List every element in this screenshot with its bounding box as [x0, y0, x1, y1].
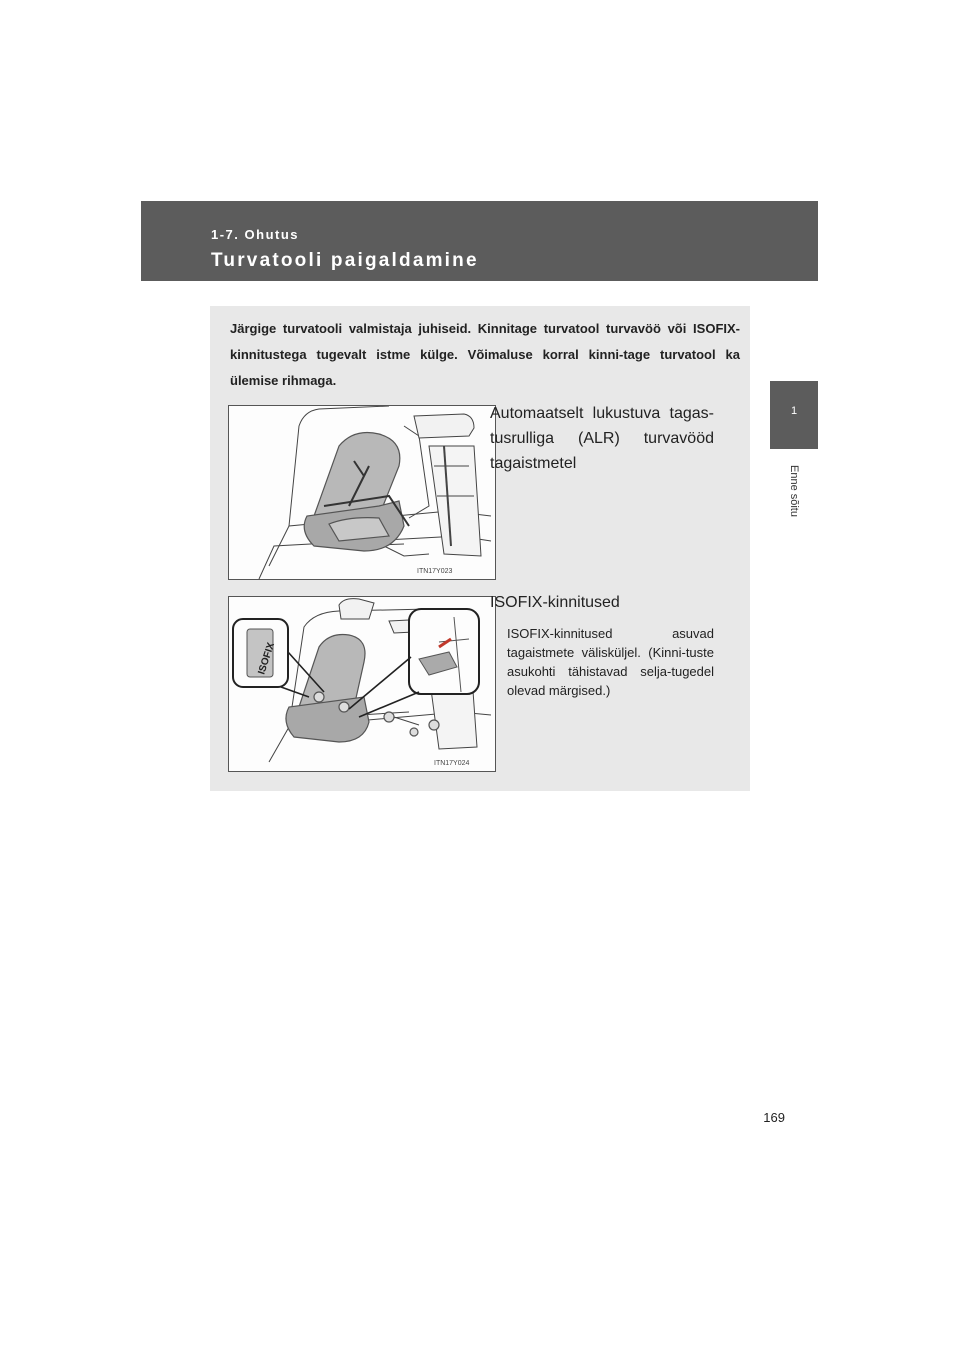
isofix-illustration	[228, 596, 496, 772]
chapter-label: Enne sõitu	[788, 465, 800, 517]
alr-seatbelt-illustration	[228, 405, 496, 580]
chapter-tab	[770, 381, 818, 449]
isofix-caption: ISOFIX-kinnitused	[490, 594, 620, 611]
content-panel	[210, 306, 750, 791]
chapter-number: 1	[790, 405, 798, 417]
isofix-label: ISOFIX	[256, 641, 277, 676]
chapter-side-label	[784, 460, 804, 530]
section-label: 1-7. Ohutus	[211, 227, 300, 242]
page-title: Turvatooli paigaldamine	[211, 250, 479, 271]
isofix-note: ISOFIX-kinnitused asuvad tagaistmete välisküljel. (Kinni-tuste asukohti tähistavad selja-tugedel olevad märgised.)	[507, 626, 714, 698]
alr-caption: Automaatselt lukustuva tagas-tusrulliga (ALR) turvavööd tagaistmetel	[490, 405, 714, 472]
page-number: 169	[763, 1110, 785, 1125]
figure-code-2: ITN17Y024	[434, 760, 470, 767]
figure-code-1: ITN17Y023	[417, 568, 453, 575]
intro-text: Järgige turvatooli valmistaja juhiseid. Kinnitage turvatool turvavöö või ISOFIX-kinnitustega tugevalt istme külge. Võimaluse korral kinni-tage turvatool ka ülemise rihmaga.	[230, 321, 740, 388]
section-header	[141, 201, 818, 281]
